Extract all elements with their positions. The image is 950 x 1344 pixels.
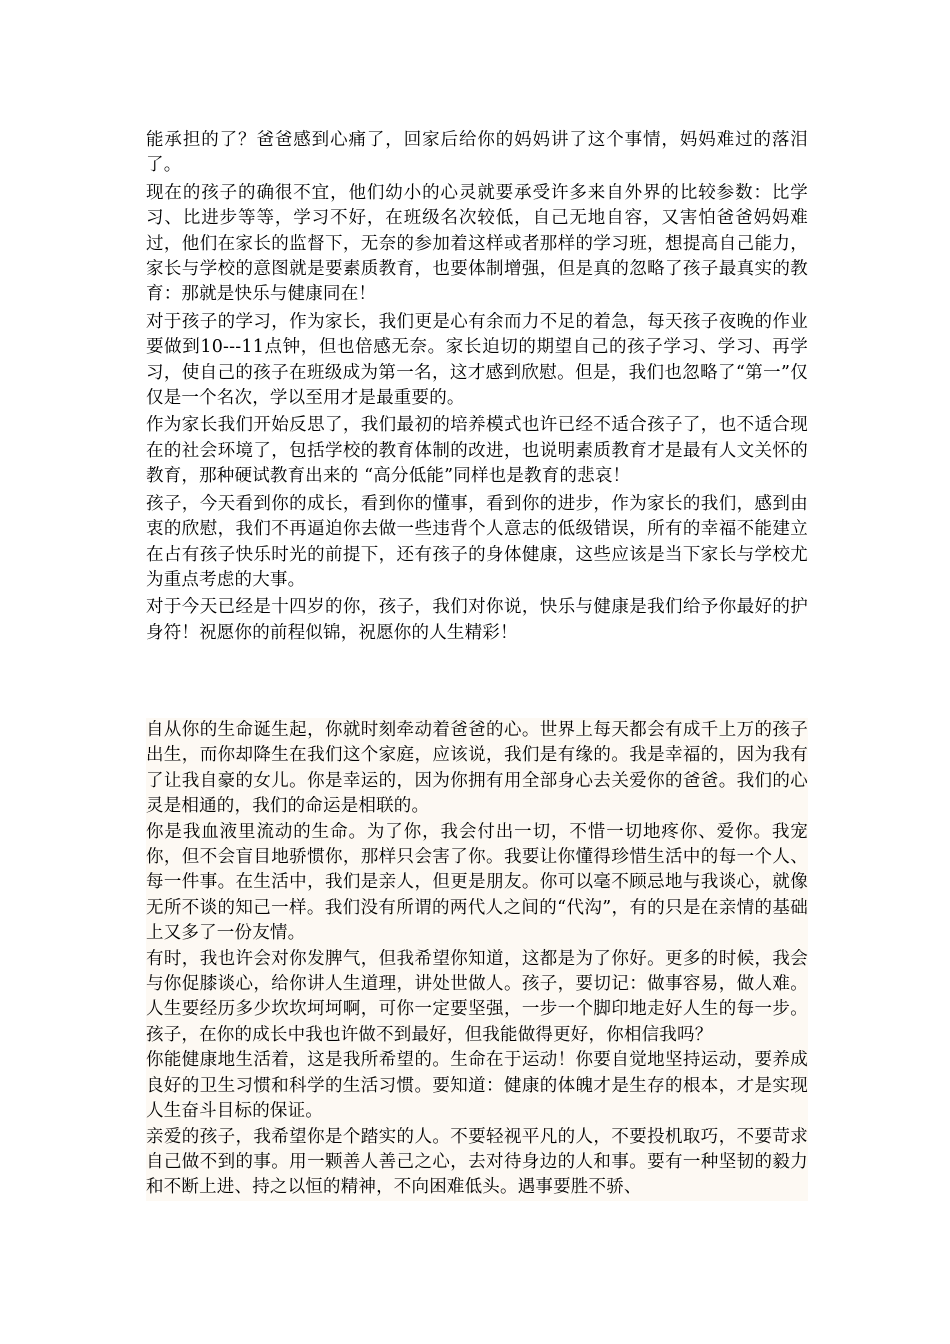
paragraph: 作为家长我们开始反思了，我们最初的培养模式也许已经不适合孩子了，也不适合现在的社会环境了，包括学校的教育体制的改进，也说明素质教育才是最有人文关怀的教育，那种硬试教育出来的 “高分低能”同样也是教育的悲哀！: [146, 415, 808, 487]
paragraph: 对于今天已经是十四岁的你，孩子，我们对你说，快乐与健康是我们给予你最好的护身符！祝愿你的前程似锦，祝愿你的人生精彩！: [146, 597, 808, 643]
text-section-2: [146, 718, 808, 1201]
paragraph: 你能健康地生活着，这是我所希望的。生命在于运动！你要自觉地坚持运动，要养成良好的卫生习惯和科学的生活习惯。要知道：健康的体魄才是生存的根本，才是实现人生奋斗目标的保证。: [146, 1050, 808, 1122]
paragraph: 能承担的了？爸爸感到心痛了，回家后给你的妈妈讲了这个事情，妈妈难过的落泪了。: [146, 130, 808, 176]
paragraph: 亲爱的孩子，我希望你是个踏实的人。不要轻视平凡的人，不要投机取巧，不要苛求自己做不到的事。用一颗善人善己之心，去对待身边的人和事。要有一种坚韧的毅力和不断上进、持之以恒的精神，不向困难低头。遇事要胜不骄、: [146, 1126, 808, 1198]
paragraph: 对于孩子的学习，作为家长，我们更是心有余而力不足的着急，每天孩子夜晚的作业要做到10---11点钟，但也倍感无奈。家长迫切的期望自己的孩子学习、学习、再学习，使自己的孩子在班级成为第一名，这才感到欣慰。但是，我们也忽略了“第一”仅仅是一个名次，学以至用才是最重要的。: [146, 311, 808, 409]
paragraph: 有时，我也许会对你发脾气，但我希望你知道，这都是为了你好。更多的时候，我会与你促膝谈心，给你讲人生道理，讲处世做人。孩子，要切记：做事容易，做人难。人生要经历多少坎坎坷坷啊，可你一定要坚强，一步一个脚印地走好人生的每一步。孩子，在你的成长中我也许做不到最好，但我能做得更好，你相信我吗？: [146, 948, 808, 1045]
paragraph: 孩子，今天看到你的成长，看到你的懂事，看到你的进步，作为家长的我们，感到由衷的欣慰，我们不再逼迫你去做一些违背个人意志的低级错误，所有的幸福不能建立在占有孩子快乐时光的前提下，还有孩子的身体健康，这些应该是当下家长与学校尤为重点考虑的大事。: [146, 493, 808, 590]
paragraph: 你是我血液里流动的生命。为了你，我会付出一切，不惜一切地疼你、爱你。我宠你，但不会盲目地骄惯你，那样只会害了你。我要让你懂得珍惜生活中的每一个人、每一件事。在生活中，我们是亲人，但更是朋友。你可以毫不顾忌地与我谈心，就像无所不谈的知己一样。我们没有所谓的两代人之间的“代沟”，有的只是在亲情的基础上又多了一份友情。: [146, 821, 808, 944]
paragraph: 自从你的生命诞生起，你就时刻牵动着爸爸的心。世界上每天都会有成千上万的孩子出生，而你却降生在我们这个家庭，应该说，我们是有缘的。我是幸福的，因为我有了让我自豪的女儿。你是幸运的，因为你拥有用全部身心去关爱你的爸爸。我们的心灵是相通的，我们的命运是相联的。: [146, 720, 808, 817]
paragraph: 现在的孩子的确很不宜，他们幼小的心灵就要承受许多来自外界的比较参数：比学习、比进步等等，学习不好，在班级名次较低，自己无地自容，又害怕爸爸妈妈难过，他们在家长的监督下，无奈的参加着这样或者那样的学习班，想提高自己能力，家长与学校的意图就是要素质教育，也要体制增强，但是真的忽略了孩子最真实的教育：那就是快乐与健康同在！: [146, 182, 808, 305]
text-section-1: [146, 128, 808, 648]
